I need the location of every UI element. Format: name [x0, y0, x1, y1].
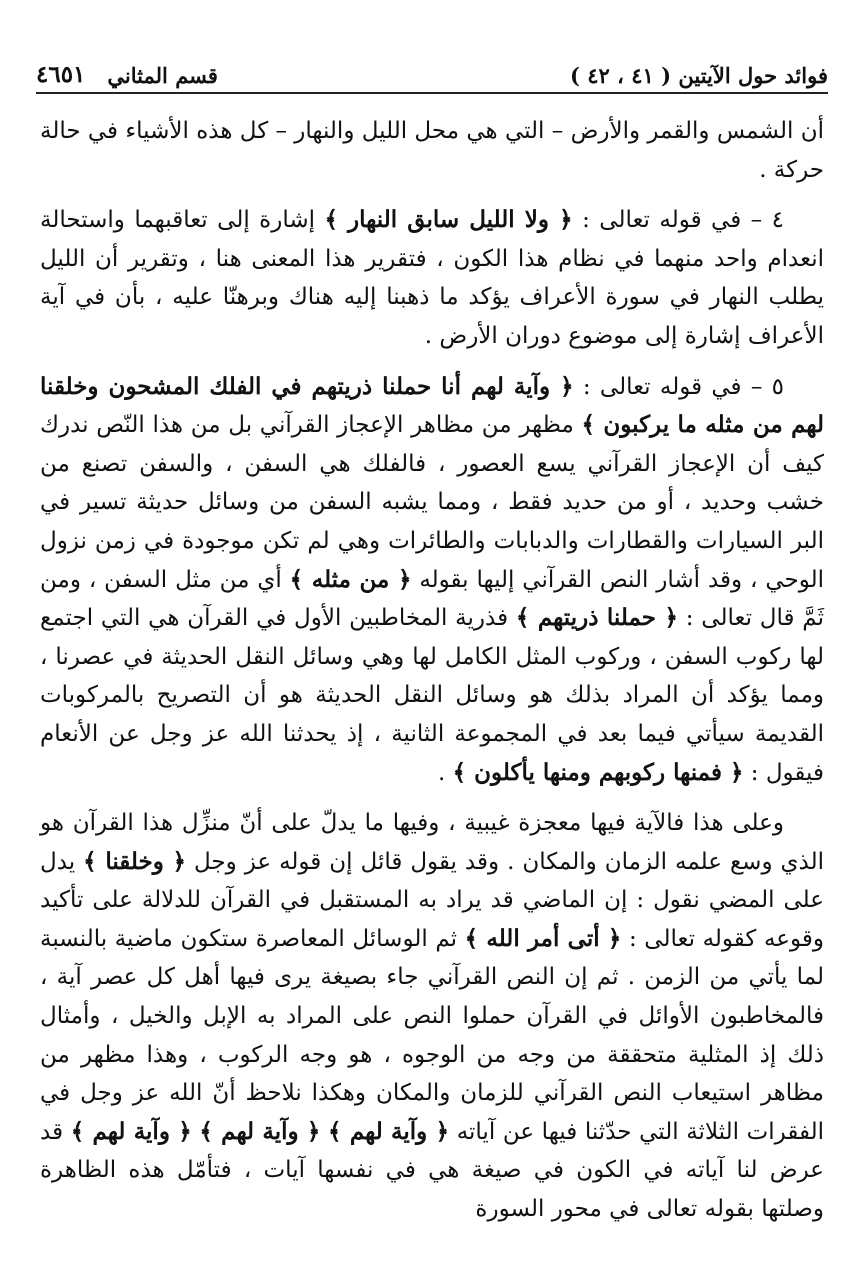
quran-quote: ﴿ من مثله ﴾ [289, 565, 412, 593]
quran-quote: ﴿ أتى أمر الله ﴾ [464, 924, 622, 952]
point-5-text-d: . [438, 759, 453, 786]
quran-quote: ﴿ وخلقنا ﴾ [83, 847, 186, 875]
point-5-text-c: فذرية المخاطبين الأول في القرآن هي التي اجتمع لها ركوب السفن ، وركوب المثل الكامل لها وهي وسائل النقل الحديثة في عصرنا ، ومما يؤكد أن المراد بذلك هو وسائل النقل الحديثة هو أن التصريح بالمركوبات القديمة سيأتي فيما بعد في المجموعة الثانية ، إذ يحدثنا الله عز وجل عن الأنعام فيقول : [40, 605, 824, 786]
conclusion-text-b: يدل على المضي نقول : إن الماضي قد يراد به المستقبل في القرآن للدلالة على تأكيد وقوعه كقوله تعالى : [40, 848, 824, 952]
conclusion-text-a: وعلى هذا فالآية فيها معجزة غيبية ، وفيها ما يدلّ على أنّ منزِّل هذا القرآن هو الذي وسع علمه الزمان والمكان . وقد يقول قائل إن قوله عز وجل [40, 810, 825, 875]
paragraph-1-text: أن الشمس والقمر والأرض – التي هي محل الليل والنهار – كل هذه الأشياء في حالة حركة . [40, 118, 824, 183]
running-head [36, 52, 828, 88]
header-rule [36, 92, 828, 94]
conclusion-text-c: ثم الوسائل المعاصرة ستكون ماضية بالنسبة لما يأتي من الزمن . ثم إن النص القرآني جاء بصيغة يرى فيها أهل كل عصر آية ، فالمخاطبون الأوائل في القرآن حملوا النص على المراد به الإبل والخيل ، وأمثال ذلك إذ المثلية متحققة من وجه من الوجوه ، هو وجه الركوب ، وهذا مظهر من مظاهر استيعاب النص القرآني للزمان والمكان وهكذا نلاحظ أنّ الله عز وجل في الفقرات الثلاثة التي حدّثنا فيها عن آياته [40, 925, 825, 1145]
point-5-intro: ٥ – في قوله تعالى : [573, 373, 784, 400]
page-number: ٤٦٥١ [36, 61, 86, 88]
running-head-left [36, 61, 218, 88]
paragraph-point-4 [40, 201, 824, 355]
quran-quote: ﴿ وآية لهم أنا حملنا ذريتهم في الفلك المشحون وخلقنا لهم من مثله ما يركبون ﴾ [40, 372, 824, 439]
paragraph-point-5 [40, 368, 824, 793]
running-head-title: فوائد حول الآيتين ( ٤١ ، ٤٢ ) [570, 63, 828, 88]
paragraph-conclusion [40, 804, 824, 1229]
conclusion-text-d: قد عرض لنا آياته في الكون في صيغة هي في نفسها آيات ، فتأمّل هذه الظاهرة وصلتها بقوله تعالى في محور السورة [40, 1118, 824, 1223]
section-name: قسم المثاني [107, 63, 218, 88]
quran-quote: ﴿ ولا الليل سابق النهار ﴾ [324, 206, 573, 234]
quran-quote: ﴿ وآية لهم ﴾ [328, 1117, 450, 1145]
quran-quote: ﴿ حملنا ذريتهم ﴾ [515, 604, 678, 632]
quran-quote: ﴿ فمنها ركوبهم ومنها يأكلون ﴾ [452, 758, 744, 786]
quran-quote: ﴿ وآية لهم ﴾ [70, 1117, 192, 1145]
body-text [40, 112, 824, 1229]
point-5-text-b: أي من مثل السفن ، ومن ثَمَّ قال تعالى : [40, 566, 824, 632]
point-4-intro: ٤ – في قوله تعالى : [572, 207, 784, 234]
point-4-text: إشارة إلى تعاقبهما واستحالة انعدام واحد منهما في نظام هذا الكون ، فتقرير هذا المعنى هنا ، وتقرير أن الليل يطلب النهار في سورة الأعراف يؤكد ما ذهبنا إليه هناك وبرهنّا عليه ، بأن في آية الأعراف إشارة إلى موضوع دوران الأرض . [40, 207, 824, 349]
quran-quote: ﴿ وآية لهم ﴾ [199, 1117, 321, 1145]
point-5-text-a: مظهر من مظاهر الإعجاز القرآني بل من هذا النّص ندرك كيف أن الإعجاز القرآني يسع العصور ، فالفلك هي السفن ، والسفن تصنع من خشب وحديد ، أو من حديد فقط ، ومما يشبه السفن من وسائل حديثة تسير في البر السيارات والقطارات والدبابات والطائرات وهي لم تكن موجودة في زمن نزول الوحي ، وقد أشار النص القرآني إليها بقوله [40, 412, 824, 593]
paragraph-1 [40, 112, 824, 189]
